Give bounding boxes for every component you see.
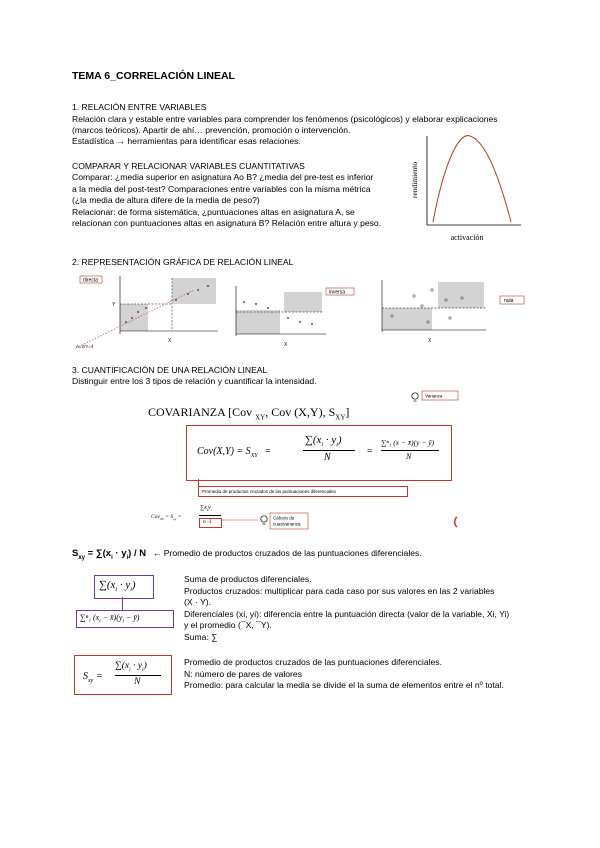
null-point	[449, 317, 451, 319]
direct-point	[197, 289, 199, 291]
quasi-note-b: cuasivarianza	[273, 521, 301, 527]
page-title: TEMA 6_CORRELACIÓN LINEAL	[72, 70, 235, 82]
inverse-point	[267, 307, 269, 309]
direct-point	[125, 321, 127, 323]
formula-denominator2: N	[406, 452, 412, 461]
expl2-line3: Promedio: para calcular la media se divide el la suma de elementos entre el nº total.	[184, 680, 504, 690]
sum-box-connector	[122, 597, 123, 610]
sxy-definition-line: $S_{xy} = \sum(x_i \cdot y_i) / N$ ← Promedio de productos cruzados de las puntuaciones diferenciales.	[72, 548, 422, 561]
inverse-axis-x: X	[284, 342, 288, 348]
section1-line1: Relación clara y estable entre variables para comprender los fenómenos (psicológicos) y elaborar explicaciones	[72, 114, 498, 124]
sxy-formula-box	[74, 655, 172, 695]
inverse-point	[255, 303, 257, 305]
section1-line3: Estadística → herramientas para identificar esas relaciones.	[72, 136, 301, 146]
direct-formula: A=2/Y=4	[76, 344, 94, 349]
expl1-line1: Suma de productos diferenciales.	[184, 574, 312, 584]
differential-box	[76, 610, 174, 628]
inverse-shade-low	[236, 310, 280, 334]
box3-lhs: $S_{xy}$ =	[83, 671, 103, 684]
formula-lhs: $Cov(X,Y) = S_{XY}$ =	[197, 446, 271, 459]
section2-heading: 2. REPRESENTACIÓN GRÁFICA DE RELACIÓN LINEAL	[72, 257, 294, 267]
caption-box	[198, 486, 408, 497]
lightbulb-icon	[261, 516, 267, 522]
formula-eq2: =	[367, 446, 373, 457]
expl1-line6: Suma: ∑	[184, 632, 218, 642]
differential-formula: ∑ⁿ₁ ($x_i$ − $x̄)(y_i$ − ȳ)	[80, 613, 140, 625]
inverse-point	[287, 317, 289, 319]
inverse-point	[299, 321, 301, 323]
null-shade-low	[382, 308, 432, 330]
scatter-direct	[76, 272, 226, 352]
expl1-line3: (X · Y).	[184, 597, 212, 607]
box3-numerator: $\sum(x_i \cdot y_i)$	[115, 661, 147, 673]
sum-products-box	[94, 575, 154, 599]
formula-denominator: N	[324, 452, 331, 463]
curve-ylabel: rendimiento	[410, 161, 419, 199]
lightbulb-variance-note	[410, 390, 460, 406]
small-formula-num: $\sum x_iy_i$	[200, 505, 212, 513]
section3-heading: 3. CUANTIFICACIÓN DE UNA RELACIÓN LINEAL	[72, 365, 268, 375]
small-denominator: n -1	[203, 519, 212, 525]
scatter-null	[366, 276, 526, 350]
null-point	[431, 289, 433, 291]
direct-point	[131, 317, 133, 319]
covariance-formula-box	[186, 425, 452, 481]
variance-note: Varianza	[425, 393, 443, 399]
direct-point	[207, 285, 209, 287]
formula-numerator2: ∑ⁿ₁ (x − x̄)(y − ȳ)	[381, 438, 435, 447]
lightbulb-quasi-note	[222, 512, 312, 532]
scatter-inverse	[222, 282, 362, 352]
covariance-title: COVARIANZA [Cov $_{XY}$, Cov (X,Y), $S_{XY}$]	[148, 405, 350, 422]
expl1-line4: Diferenciales (xi, yi): diferencia entre la puntuación directa (valor de la variable, Xi, Yi)	[184, 609, 510, 619]
section1-line2: (marcos teóricos). Apartir de ahí… prevención, promoción o intervención.	[72, 125, 351, 135]
lightbulb-icon	[412, 393, 418, 399]
compare-line5: relacionan con puntuaciones altas en asignatura B? Relación entre altura y peso.	[72, 218, 382, 228]
direct-axis-y: Y	[112, 302, 116, 308]
compare-line3: (¿la media de altura difere de la media de peso?)	[72, 195, 260, 205]
expl2-line1: Promedio de productos cruzados de las puntuaciones diferenciales.	[184, 657, 442, 667]
direct-label: directa	[83, 277, 99, 284]
compare-line4: Relacionar: de forma sistemática, ¿puntuaciones altas en asignatura A, se	[72, 207, 355, 217]
curve-xlabel: activación	[450, 233, 484, 242]
expl1-line5: y el promedio (¯X, ¯Y).	[184, 620, 272, 630]
box3-denominator: N	[134, 677, 141, 687]
null-point	[413, 295, 415, 297]
compare-heading: COMPARAR Y RELACIONAR VARIABLES CUANTITATIVAS	[72, 161, 305, 171]
expl1-line2: Productos cruzados: multiplicar para cada caso por sus valores en las 2 variables	[184, 586, 495, 596]
inverse-shade-high	[284, 292, 322, 312]
quasi-note-a: Cálculo de	[273, 515, 295, 521]
activation-performance-curve	[405, 128, 525, 248]
inverse-point	[243, 301, 245, 303]
compare-line2: a la media del post-test? Comparaciones entre variables con la misma métrica	[72, 184, 371, 194]
small-fraction-bar	[199, 515, 221, 516]
formula-numerator: $\sum(x_i \cdot y_i)$	[305, 434, 342, 449]
direct-shade-low	[120, 304, 148, 331]
direct-point	[175, 299, 177, 301]
compare-line1: Comparar: ¿media superior en asignatura Ao B? ¿media del pre-test es inferior	[72, 172, 374, 182]
null-point	[421, 305, 423, 307]
small-denominator-box	[199, 518, 222, 528]
inverted-u-curve	[433, 136, 511, 222]
null-axis-x: X	[428, 338, 432, 344]
null-label: nula	[504, 298, 514, 304]
box3-fraction-bar	[115, 675, 161, 676]
null-shade-high	[438, 282, 484, 308]
section1-heading: 1. RELACIÓN ENTRE VARIABLES	[72, 102, 207, 112]
expl2-line2: N: número de pares de valores	[184, 669, 302, 679]
red-mark-icon	[452, 516, 462, 528]
inverse-label: inversa	[329, 289, 346, 296]
sum-products-formula: $\sum(x_i \cdot y_i)$	[99, 579, 136, 594]
inverse-point	[311, 323, 313, 325]
formula-fraction-bar	[303, 450, 355, 451]
direct-axis-x: X	[168, 338, 172, 344]
direct-point	[145, 307, 147, 309]
caption-text: Promedio de productos cruzados de las puntuaciones diferenciales	[202, 488, 336, 494]
direct-point	[137, 311, 139, 313]
formula-fraction-bar2	[381, 450, 439, 451]
direct-point	[187, 293, 189, 295]
section3-intro: Distinguir entre los 3 tipos de relación y cuantificar la intensidad.	[72, 376, 317, 386]
direct-shade-high	[172, 278, 216, 304]
small-formula-lhs: $Cov_{XY} = S_{xy}$ =	[151, 514, 182, 522]
